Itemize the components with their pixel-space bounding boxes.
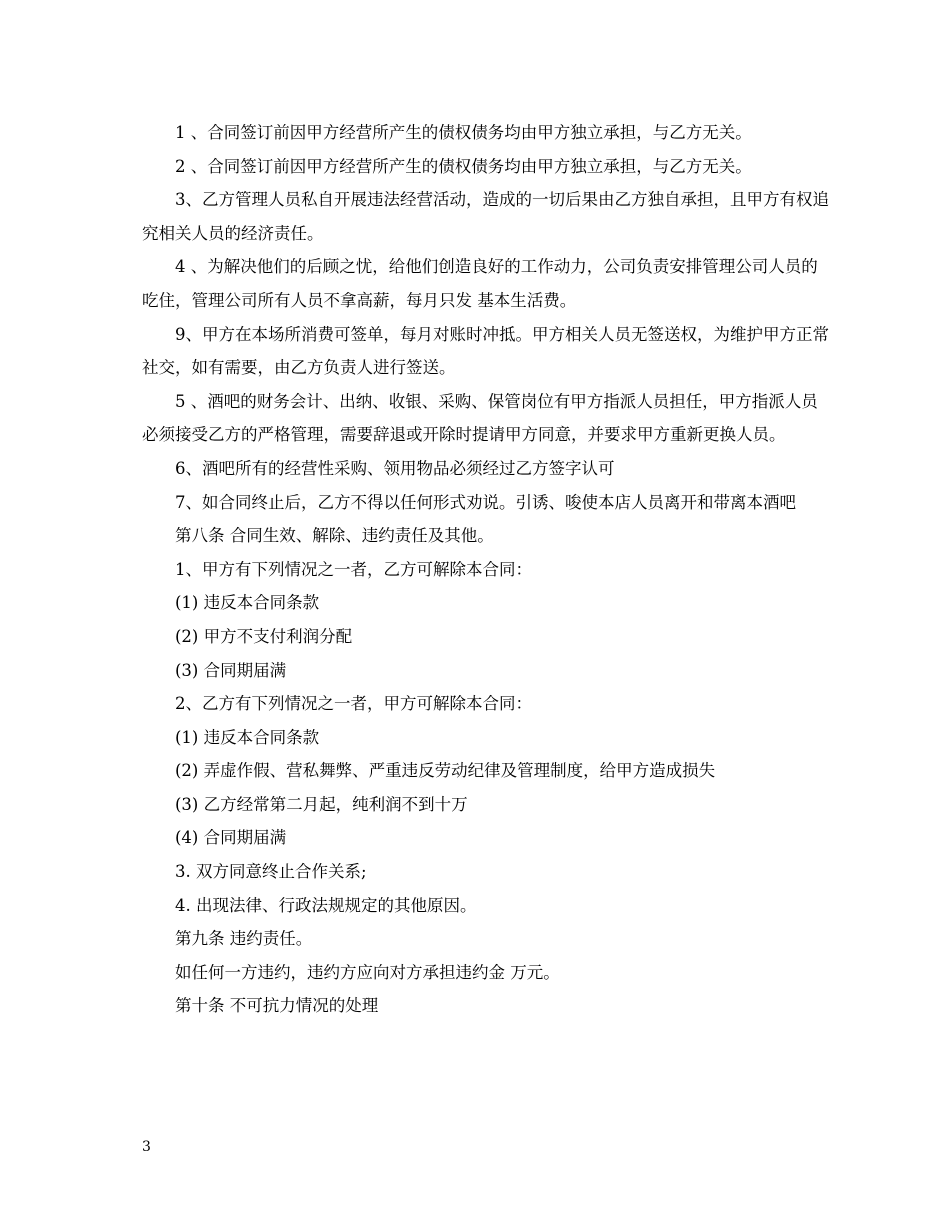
paragraph-4: 4 、为解决他们的后顾之忧，给他们创造良好的工作动力，公司负责安排管理公司人员的吃住，管理公司所有人员不拿高薪，每月只发 基本生活费。 <box>142 257 818 310</box>
list-item: (4) 合同期届满 <box>175 828 287 848</box>
paragraph-19: 3. 双方同意终止合作关系; <box>175 862 367 882</box>
paragraph-20: 4. 出现法律、行政法规规定的其他原因。 <box>175 895 477 915</box>
paragraph-5: 9、甲方在本场所消费可签单，每月对账时冲抵。甲方相关人员无签送权，为维护甲方正常社交，如有需要，由乙方负责人进行签送。 <box>142 324 829 378</box>
paragraph-6: 5 、酒吧的财务会计、出纳、收银、采购、保管岗位有甲方指派人员担任，甲方指派人员必须接受乙方的严格管理，需要辞退或开除时提请甲方同意，并要求甲方重新更换人员。 <box>142 391 818 445</box>
section-heading-article-10: 第十条 不可抗力情况的处理 <box>175 996 379 1016</box>
document-body <box>142 116 832 1023</box>
paragraph-3: 3、乙方管理人员私自开展违法经营活动，造成的一切后果由乙方独自承担，且甲方有权追究相关人员的经济责任。 <box>142 190 829 243</box>
list-item: (2) 弄虚作假、营私舞弊、严重违反劳动纪律及管理制度，给甲方造成损失 <box>175 761 716 781</box>
paragraph-1: 1 、合同签订前因甲方经营所产生的债权债务均由甲方独立承担，与乙方无关。 <box>175 123 752 142</box>
section-heading-article-8: 第八条 合同生效、解除、违约责任及其他。 <box>175 526 494 546</box>
paragraph-7: 6、酒吧所有的经营性采购、领用物品必须经过乙方签字认可 <box>175 458 615 478</box>
section-heading-article-9: 第九条 违约责任。 <box>175 929 313 949</box>
paragraph-10: 1、甲方有下列情况之一者，乙方可解除本合同： <box>175 559 532 579</box>
paragraph-14: 2、乙方有下列情况之一者，甲方可解除本合同： <box>175 694 532 714</box>
paragraph-22: 如任何一方违约，违约方应向对方承担违约金 万元。 <box>175 962 560 982</box>
list-item: (3) 乙方经常第二月起，纯利润不到十万 <box>175 794 468 814</box>
paragraph-2: 2 、合同签订前因甲方经营所产生的债权债务均由甲方独立承担，与乙方无关。 <box>175 156 752 176</box>
list-item: (1) 违反本合同条款 <box>175 593 320 613</box>
list-item: (3) 合同期届满 <box>175 660 287 680</box>
list-item: (2) 甲方不支付利润分配 <box>175 626 353 646</box>
paragraph-8: 7、如合同终止后，乙方不得以任何形式劝说。引诱、唆使本店人员离开和带离本酒吧 <box>175 492 796 512</box>
page-number: 3 <box>142 1139 151 1155</box>
list-item: (1) 违反本合同条款 <box>175 727 320 747</box>
